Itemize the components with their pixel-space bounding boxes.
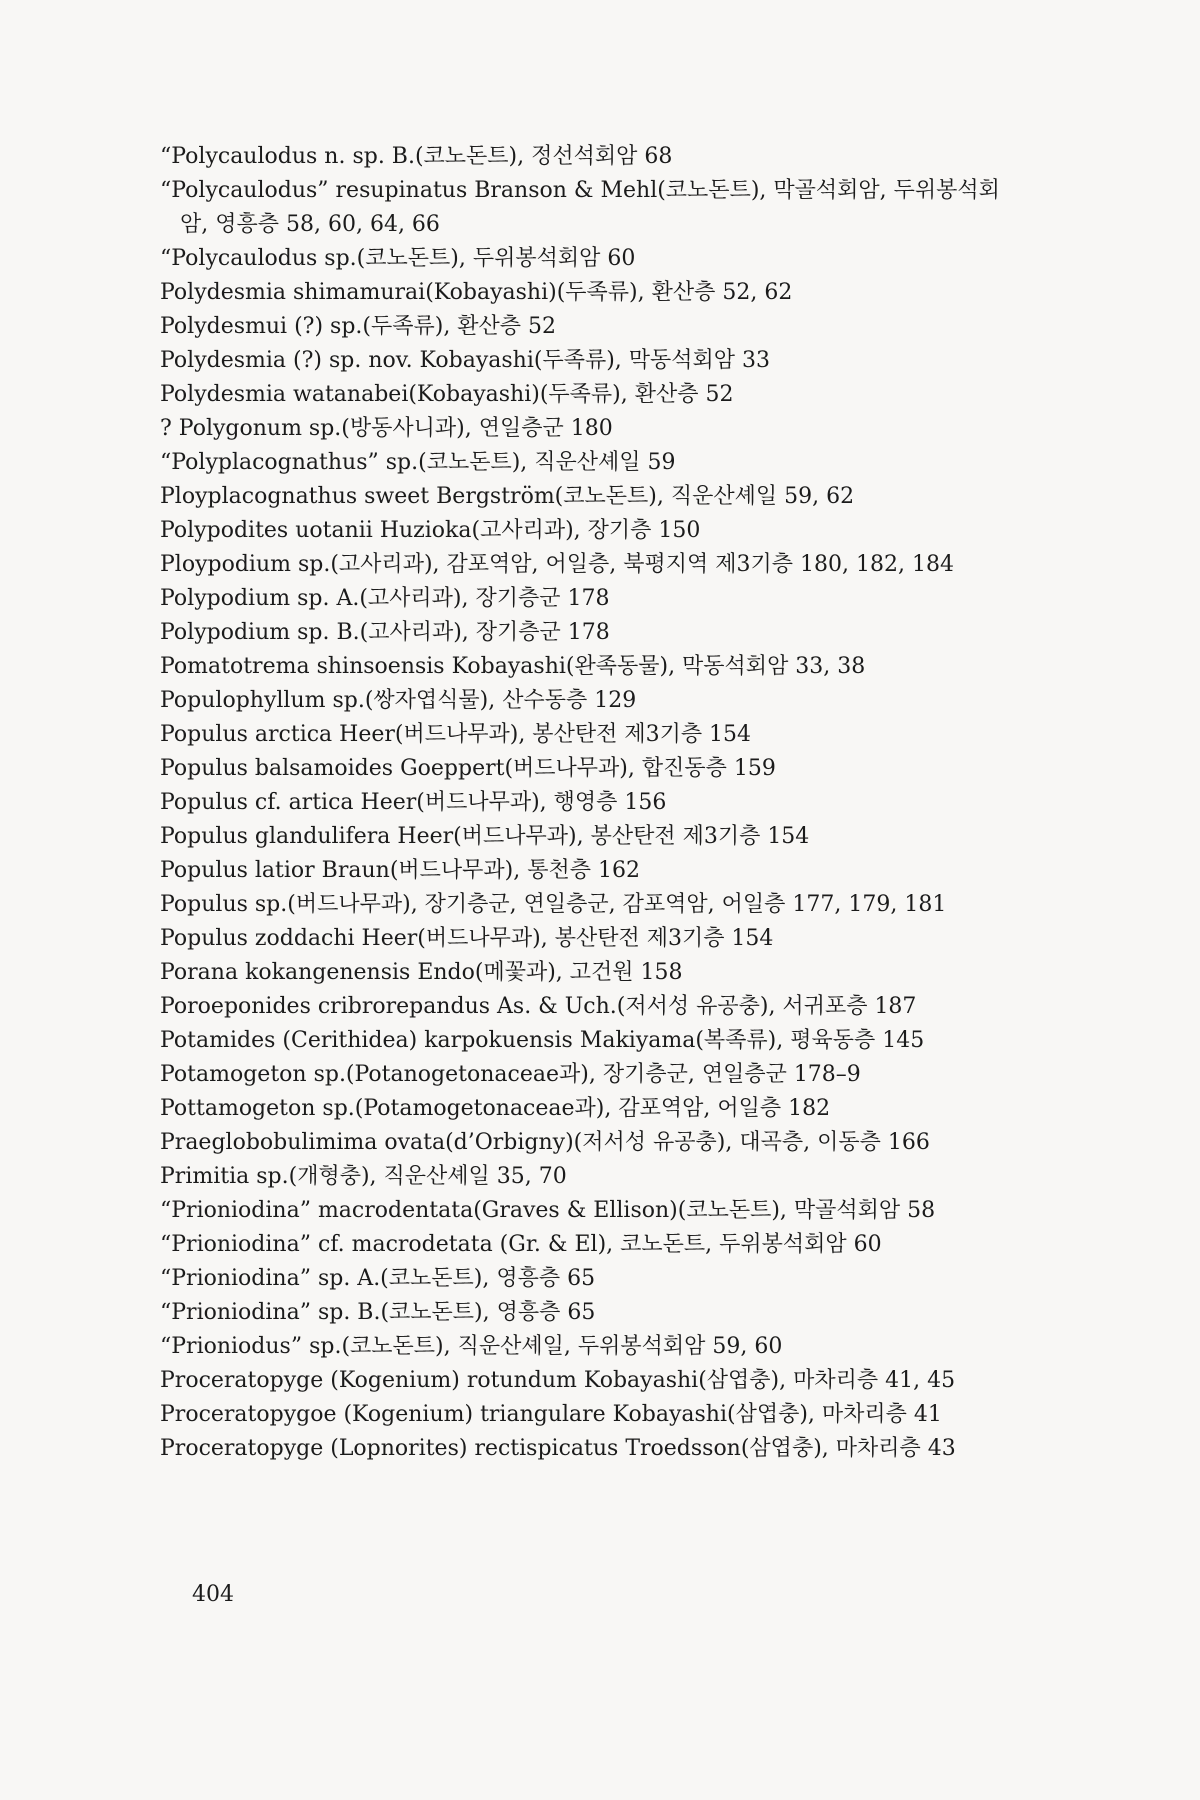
index-entry: Polypodites uotanii Huzioka(고사리과), 장기층 150 — [160, 518, 701, 543]
index-entry: ? Polygonum sp.(방동사니과), 연일층군 180 — [160, 416, 613, 441]
page-number: 404 — [192, 1582, 234, 1607]
index-entry: Polydesmui (?) sp.(두족류), 환산층 52 — [160, 314, 557, 339]
index-entry: Poroeponides cribrorepandus As. & Uch.(저서성 유공충), 서귀포층 187 — [160, 994, 917, 1019]
index-entry-continuation: 암, 영흥층 58, 60, 64, 66 — [180, 212, 440, 237]
index-entry: “Polyplacognathus” sp.(코노돈트), 직운산셰일 59 — [160, 450, 676, 475]
index-entry: “Polycaulodus n. sp. B.(코노돈트), 정선석회암 68 — [160, 144, 673, 169]
index-entry: Populus latior Braun(버드나무과), 통천층 162 — [160, 858, 640, 883]
index-entry: Polypodium sp. A.(고사리과), 장기층군 178 — [160, 586, 610, 611]
index-entry: Populus zoddachi Heer(버드나무과), 봉산탄전 제3기층 154 — [160, 926, 774, 951]
index-entry: Potamides (Cerithidea) karpokuensis Makiyama(복족류), 평육동층 145 — [160, 1028, 925, 1053]
index-entry: Proceratopyge (Kogenium) rotundum Kobayashi(삼엽충), 마차리층 41, 45 — [160, 1368, 956, 1393]
index-entry: Ploypodium sp.(고사리과), 감포역암, 어일층, 북평지역 제3기층 180, 182, 184 — [160, 552, 954, 577]
index-entry: Proceratopygoe (Kogenium) triangulare Kobayashi(삼엽충), 마차리층 41 — [160, 1402, 942, 1427]
index-entry: “Prioniodina” sp. A.(코노돈트), 영흥층 65 — [160, 1266, 596, 1291]
index-entry: Praeglobobulimima ovata(d’Orbigny)(저서성 유공충), 대곡층, 이동층 166 — [160, 1130, 930, 1155]
index-entry: Porana kokangenensis Endo(메꽃과), 고건원 158 — [160, 960, 683, 985]
index-entry: Polydesmia watanabei(Kobayashi)(두족류), 환산층 52 — [160, 382, 734, 407]
index-entry: Polydesmia shimamurai(Kobayashi)(두족류), 환산층 52, 62 — [160, 280, 793, 305]
index-entry: “Prioniodina” sp. B.(코노돈트), 영흥층 65 — [160, 1300, 596, 1325]
index-list — [160, 140, 1060, 1466]
index-entry: Populophyllum sp.(쌍자엽식물), 산수동층 129 — [160, 688, 637, 713]
index-entry: “Prioniodina” cf. macrodetata (Gr. & El), 코노돈트, 두위봉석회암 60 — [160, 1232, 882, 1257]
index-entry: “Polycaulodus” resupinatus Branson & Mehl(코노돈트), 막골석회암, 두위봉석회 — [160, 178, 1000, 203]
index-entry: Pottamogeton sp.(Potamogetonaceae과), 감포역암, 어일층 182 — [160, 1096, 831, 1121]
index-entry: Potamogeton sp.(Potanogetonaceae과), 장기층군, 연일층군 178–9 — [160, 1062, 861, 1087]
index-entry: “Polycaulodus sp.(코노돈트), 두위봉석회암 60 — [160, 246, 636, 271]
index-entry: Proceratopyge (Lopnorites) rectispicatus Troedsson(삼엽충), 마차리층 43 — [160, 1436, 956, 1461]
index-entry: Primitia sp.(개형충), 직운산셰일 35, 70 — [160, 1164, 567, 1189]
index-entry: Ployplacognathus sweet Bergström(코노돈트), 직운산셰일 59, 62 — [160, 484, 855, 509]
index-entry: Pomatotrema shinsoensis Kobayashi(완족동물), 막동석회암 33, 38 — [160, 654, 866, 679]
index-entry: “Prioniodus” sp.(코노돈트), 직운산셰일, 두위봉석회암 59, 60 — [160, 1334, 783, 1359]
index-entry: “Prioniodina” macrodentata(Graves & Ellison)(코노돈트), 막골석회암 58 — [160, 1198, 936, 1223]
index-entry: Populus glandulifera Heer(버드나무과), 봉산탄전 제3기층 154 — [160, 824, 810, 849]
index-entry: Populus sp.(버드나무과), 장기층군, 연일층군, 감포역암, 어일층 177, 179, 181 — [160, 892, 947, 917]
index-entry: Populus balsamoides Goeppert(버드나무과), 합진동층 159 — [160, 756, 776, 781]
index-entry: Populus arctica Heer(버드나무과), 봉산탄전 제3기층 154 — [160, 722, 752, 747]
index-entry: Populus cf. artica Heer(버드나무과), 행영층 156 — [160, 790, 667, 815]
index-entry: Polypodium sp. B.(고사리과), 장기층군 178 — [160, 620, 610, 645]
index-entry: Polydesmia (?) sp. nov. Kobayashi(두족류), 막동석회암 33 — [160, 348, 771, 373]
